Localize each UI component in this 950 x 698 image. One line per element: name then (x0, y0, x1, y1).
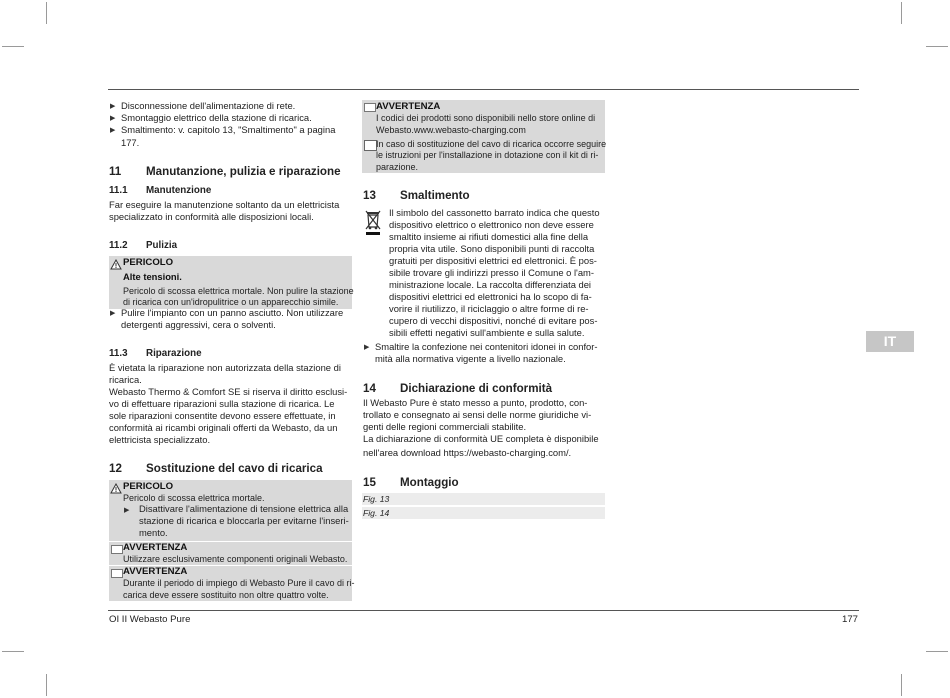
bullet-text: Smaltire la confezione nei contenitori idonei in confor- (375, 341, 598, 352)
body-line: ricarica. (109, 374, 142, 385)
footer-rule (108, 610, 859, 611)
body-line: smaltito insieme ai rifiuti domestici alla fine della (389, 231, 589, 242)
bullet-marker: ▶ (110, 310, 116, 317)
language-tab: IT (866, 331, 914, 352)
bullet-marker: ▶ (110, 103, 116, 110)
section-heading-11-2: 11.2 Pulizia (109, 240, 178, 251)
hand-pointer-icon (111, 569, 123, 578)
bullet-text: Smontaggio elettrico della stazione di ricarica. (121, 112, 312, 123)
section-heading-12: 12 Sostituzione del cavo di ricarica (109, 462, 323, 475)
body-line: vorire il riutilizzo, il riciclaggio o altre forme di re- (389, 303, 589, 314)
crop-mark (2, 46, 24, 47)
danger-text: Pericolo di scossa elettrica mortale. (123, 493, 265, 503)
bullet-marker: ▶ (110, 115, 116, 122)
body-line: sibile trovare gli indirizzi presso il Comune o l'am- (389, 267, 594, 278)
bullet-text: detergenti aggressivi, cera o solventi. (121, 319, 276, 330)
bullet-marker: ▶ (364, 344, 370, 351)
body-line: dispositivo elettrico o elettronico non deve essere (389, 219, 594, 230)
body-line: gratuiti per dispositivi elettrici ed elettronici. È pos- (389, 255, 597, 266)
body-line: conformità ai ricambi originali offerti da Webasto, da un (109, 422, 338, 433)
notice-text: Utilizzare esclusivamente componenti originali Webasto. (123, 554, 348, 564)
body-line: ministrazione locale. La raccolta differenziata dei (389, 279, 592, 290)
crop-mark (2, 651, 24, 652)
section-heading-11: 11 Manutanzione, pulizia e riparazione (109, 165, 341, 178)
bullet-text: mità alla normativa vigente a livello nazionale. (375, 353, 566, 364)
body-line: trollato e consegnato ai sensi delle norme giuridiche vi- (363, 409, 592, 420)
body-line: Il Webasto Pure è stato messo a punto, prodotto, con- (363, 397, 588, 408)
body-line: propria vita utile. Sono disponibili punti di raccolta (389, 243, 595, 254)
notice-text: Webasto.www.webasto-charging.com (376, 125, 526, 135)
body-line: Il simbolo del cassonetto barrato indica che questo (389, 207, 600, 218)
danger-bullet-text: Disattivare l'alimentazione di tensione elettrica alla (139, 503, 349, 514)
notice-text: le istruzioni per l'installazione in dotazione con il kit di ri- (376, 150, 599, 160)
crop-mark (926, 651, 948, 652)
crop-mark (46, 674, 47, 696)
crop-mark (901, 2, 902, 24)
crop-mark (46, 2, 47, 24)
section-heading-14: 14 Dichiarazione di conformità (363, 382, 553, 395)
body-line: genti delle regioni commerciali stabilite. (363, 421, 527, 432)
crop-mark (926, 46, 948, 47)
notice-label: AVVERTENZA (123, 542, 188, 553)
body-line: La dichiarazione di conformità UE completa è disponibile (363, 433, 599, 444)
danger-label: PERICOLO (123, 481, 174, 492)
page-number: 177 (842, 614, 859, 625)
footer-title: OI II Webasto Pure (109, 614, 191, 625)
bullet-text: Pulire l'impianto con un panno asciutto. Non utilizzare (121, 307, 344, 318)
warning-triangle-icon (110, 483, 122, 494)
body-line: Webasto Thermo & Comfort SE si riserva il diritto esclusi- (109, 386, 348, 397)
notice-text: In caso di sostituzione del cavo di ricarica occorre seguire (376, 139, 607, 149)
notice-label: AVVERTENZA (376, 101, 441, 112)
body-line: elettricista specializzato. (109, 434, 211, 445)
section-heading-15: 15 Montaggio (363, 476, 459, 489)
body-line: vo di effettuare riparazioni sulla stazione di ricarica. Le (109, 398, 335, 409)
warning-triangle-icon (110, 259, 122, 270)
danger-label: PERICOLO (123, 257, 174, 268)
bullet-text: Disconnessione dell'alimentazione di rete. (121, 100, 296, 111)
hand-pointer-icon (364, 103, 376, 112)
bullet-text: 177. (121, 137, 140, 148)
danger-bullet-text: stazione di ricarica e bloccarla per evitarne l'inseri- (139, 515, 349, 526)
bullet-text: Smaltimento: v. capitolo 13, "Smaltimento" a pagina (121, 124, 336, 135)
body-line: nell'area download https://webasto-charging.com/. (363, 447, 572, 458)
section-heading-11-3: 11.3 Riparazione (109, 348, 202, 359)
body-line: sibili effetti negativi sull'ambiente e sulla salute. (389, 327, 585, 338)
notice-text: Durante il periodo di impiego di Webasto Pure il cavo di ri- (123, 578, 355, 588)
notice-text: parazione. (376, 162, 419, 172)
body-line: Far eseguire la manutenzione soltanto da un elettricista (109, 199, 340, 210)
notice-text: I codici dei prodotti sono disponibili nello store online di (376, 113, 596, 123)
section-heading-13: 13 Smaltimento (363, 189, 470, 202)
danger-text: Pericolo di scossa elettrica mortale. Non pulire la stazione (123, 286, 354, 296)
bullet-marker: ▶ (124, 507, 130, 514)
body-line: sole riparazioni consentite devono essere effettuate, in (109, 410, 336, 421)
crop-mark (901, 674, 902, 696)
figure-caption: Fig. 14 (362, 507, 605, 519)
body-line: dispositivi elettrici ed elettronici ha lo scopo di fa- (389, 291, 592, 302)
figure-caption: Fig. 13 (362, 493, 605, 505)
danger-bullet-text: mento. (139, 527, 168, 538)
bullet-marker: ▶ (110, 127, 116, 134)
danger-text: di ricarica con un'idropulitrice o un apparecchio simile. (123, 297, 339, 307)
body-line: cupero di vecchi dispositivi, nonché di evitare pos- (389, 315, 598, 326)
body-line: specializzato in conformità alle disposizioni locali. (109, 211, 314, 222)
notice-label: AVVERTENZA (123, 566, 188, 577)
body-line: È vietata la riparazione non autorizzata della stazione di (109, 362, 341, 373)
notice-text: carica deve essere sostituito non oltre quattro volte. (123, 590, 329, 600)
section-heading-11-1: 11.1 Manutenzione (109, 185, 212, 196)
danger-subtitle: Alte tensioni. (123, 271, 182, 282)
header-rule (108, 89, 859, 90)
hand-pointer-icon (111, 545, 123, 554)
crossed-out-bin-icon (364, 208, 382, 236)
